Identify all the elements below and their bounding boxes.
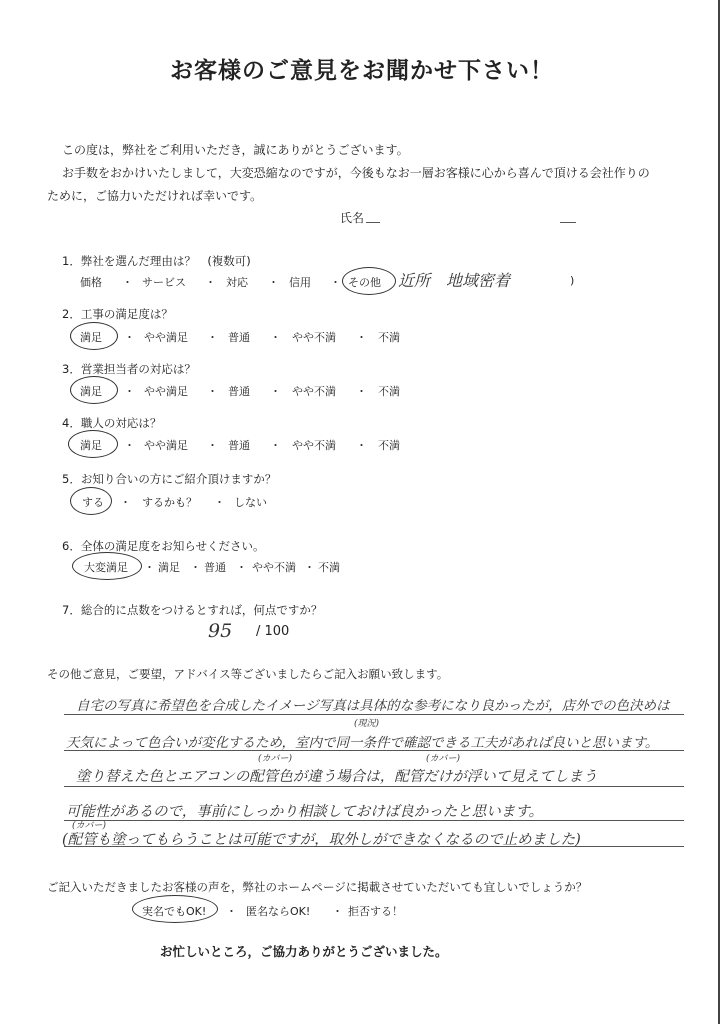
separator: ・ [124, 385, 135, 398]
q7-score: 95 [208, 620, 233, 642]
comment-rule-1 [64, 714, 684, 715]
separator: ・ [207, 439, 218, 452]
name-underline-end [560, 222, 576, 223]
separator: ・ [356, 385, 367, 398]
q2-option-somewhat-satisfied[interactable]: やや満足 [144, 331, 188, 344]
separator: ・ [214, 496, 225, 509]
q5-question: 5．お知り合いの方にご紹介頂けますか？ [62, 472, 277, 486]
q6-question: 6．全体の満足度をお知らせください。 [62, 539, 265, 553]
q1-option-response[interactable]: 対応 [226, 276, 248, 289]
q4-option-normal[interactable]: 普通 [228, 439, 250, 452]
q2-selection-circle [70, 322, 118, 350]
separator: ・ [124, 331, 135, 344]
comment-annotation-cover-2: (カバー) [426, 754, 461, 764]
q4-option-somewhat-dissatisfied[interactable]: やや不満 [292, 439, 336, 452]
q4-option-satisfied[interactable]: 満足 [80, 439, 102, 452]
comment-rule-3 [64, 786, 684, 787]
separator: ・ [330, 276, 341, 289]
comment-line-3: 塗り替えた色とエアコンの配管色が違う場合は，配管だけが浮いて見えてしまう [76, 769, 598, 785]
q5-option-yes[interactable]: する [82, 496, 104, 509]
q3-option-somewhat-satisfied[interactable]: やや満足 [144, 385, 188, 398]
q7-out-of: / 100 [256, 624, 290, 639]
intro-line-3: ために，ご協力いただければ幸いです。 [47, 189, 263, 203]
intro-line-2: お手数をおかけいたしまして，大変恐縮なのですが，今後もなお一層お客様に心から喜んで頂ける会社作りの [62, 166, 650, 180]
name-label: 氏名 [340, 211, 365, 225]
separator: ・ [207, 331, 218, 344]
q1-question: 1．弊社を選んだ理由は？ (複数可) [62, 254, 251, 268]
closing-message: お忙しいところ，ご協力ありがとうございました。 [160, 944, 448, 959]
q1-option-service[interactable]: サービス [142, 276, 186, 289]
q2-option-satisfied[interactable]: 満足 [80, 331, 102, 344]
separator: ・ [270, 331, 281, 344]
comment-line-5: (配管も塗ってもらうことは可能ですが，取外しができなくなるので止めました) [62, 832, 581, 848]
publish-option-refuse[interactable]: 拒否する！ [348, 905, 403, 918]
separator: ・ [332, 905, 343, 918]
q3-option-dissatisfied[interactable]: 不満 [378, 385, 400, 398]
q1-selection-circle [342, 267, 396, 295]
q4-option-dissatisfied[interactable]: 不満 [378, 439, 400, 452]
separator: ・ [268, 276, 279, 289]
publish-question: ご記入いただきましたお客様の声を，弊社のホームページに掲載させていただいても宜しいでしょうか？ [47, 880, 588, 894]
separator: ・ [236, 561, 247, 574]
q6-option-very-satisfied[interactable]: 大変満足 [84, 561, 128, 574]
q1-option-price[interactable]: 価格 [80, 276, 102, 289]
publish-selection-circle [132, 895, 218, 923]
q1-option-other[interactable]: その他 [348, 276, 381, 289]
publish-option-anonymous[interactable]: 匿名ならOK! [246, 905, 311, 918]
q7-question: 7．総合的に点数をつけるとすれば，何点ですか？ [62, 603, 323, 617]
page-edge-border [718, 0, 720, 1024]
separator: ・ [190, 561, 201, 574]
page-title: お客様のご意見をお聞かせ下さい！ [170, 58, 554, 84]
separator: ・ [304, 561, 315, 574]
q3-selection-circle [70, 376, 118, 404]
comments-prompt: その他ご意見，ご要望，アドバイス等ございましたらご記入お願い致します。 [47, 667, 449, 681]
q3-option-normal[interactable]: 普通 [228, 385, 250, 398]
separator: ・ [226, 905, 237, 918]
intro-line-1: この度は，弊社をご利用いただき，誠にありがとうございます。 [62, 143, 409, 157]
q2-option-dissatisfied[interactable]: 不満 [378, 331, 400, 344]
separator: ・ [356, 439, 367, 452]
q6-option-normal[interactable]: 普通 [204, 561, 226, 574]
separator: ・ [270, 385, 281, 398]
q5-option-maybe[interactable]: するかも？ [142, 496, 197, 509]
q2-option-somewhat-dissatisfied[interactable]: やや不満 [292, 331, 336, 344]
q3-question: 3．営業担当者の対応は？ [62, 362, 196, 376]
q4-selection-circle [68, 430, 118, 458]
separator: ・ [124, 439, 135, 452]
publish-option-real-name[interactable]: 実名でもOK! [142, 905, 207, 918]
comment-annotation-cover-1: (カバー) [258, 754, 293, 764]
comment-line-4: 可能性があるので，事前にしっかり相談しておけば良かったと思います。 [66, 804, 544, 820]
q2-option-normal[interactable]: 普通 [228, 331, 250, 344]
q6-option-somewhat-dissatisfied[interactable]: やや不満 [252, 561, 296, 574]
separator: ・ [270, 439, 281, 452]
q3-option-somewhat-dissatisfied[interactable]: やや不満 [292, 385, 336, 398]
q6-option-dissatisfied[interactable]: 不満 [318, 561, 340, 574]
q1-option-trust[interactable]: 信用 [289, 276, 311, 289]
q5-option-no[interactable]: しない [234, 496, 267, 509]
comment-annotation-genkyo: (現況) [354, 719, 380, 729]
separator: ・ [120, 496, 131, 509]
separator: ・ [122, 276, 133, 289]
comment-annotation-cover-3: (カバー) [72, 821, 107, 831]
q2-question: 2．工事の満足度は？ [62, 307, 173, 321]
q4-option-somewhat-satisfied[interactable]: やや満足 [144, 439, 188, 452]
q3-option-satisfied[interactable]: 満足 [80, 385, 102, 398]
name-underline [366, 222, 380, 223]
separator: ・ [205, 276, 216, 289]
separator: ・ [207, 385, 218, 398]
q4-question: 4．職人の対応は？ [62, 416, 162, 430]
separator: ・ [356, 331, 367, 344]
q6-selection-circle [72, 552, 142, 580]
q1-close-paren: ) [570, 274, 575, 287]
comment-line-1: 自宅の写真に希望色を合成したイメージ写真は具体的な参考になり良かったが，店外での色決めは [76, 698, 670, 714]
separator: ・ [144, 561, 155, 574]
q5-selection-circle [70, 487, 112, 515]
q1-other-answer: 近所 地域密着 [398, 271, 511, 290]
q6-option-satisfied[interactable]: 満足 [158, 561, 180, 574]
comment-line-2: 天気によって色合いが変化するため，室内で同一条件で確認できる工夫があれば良いと思います。 [66, 735, 659, 751]
